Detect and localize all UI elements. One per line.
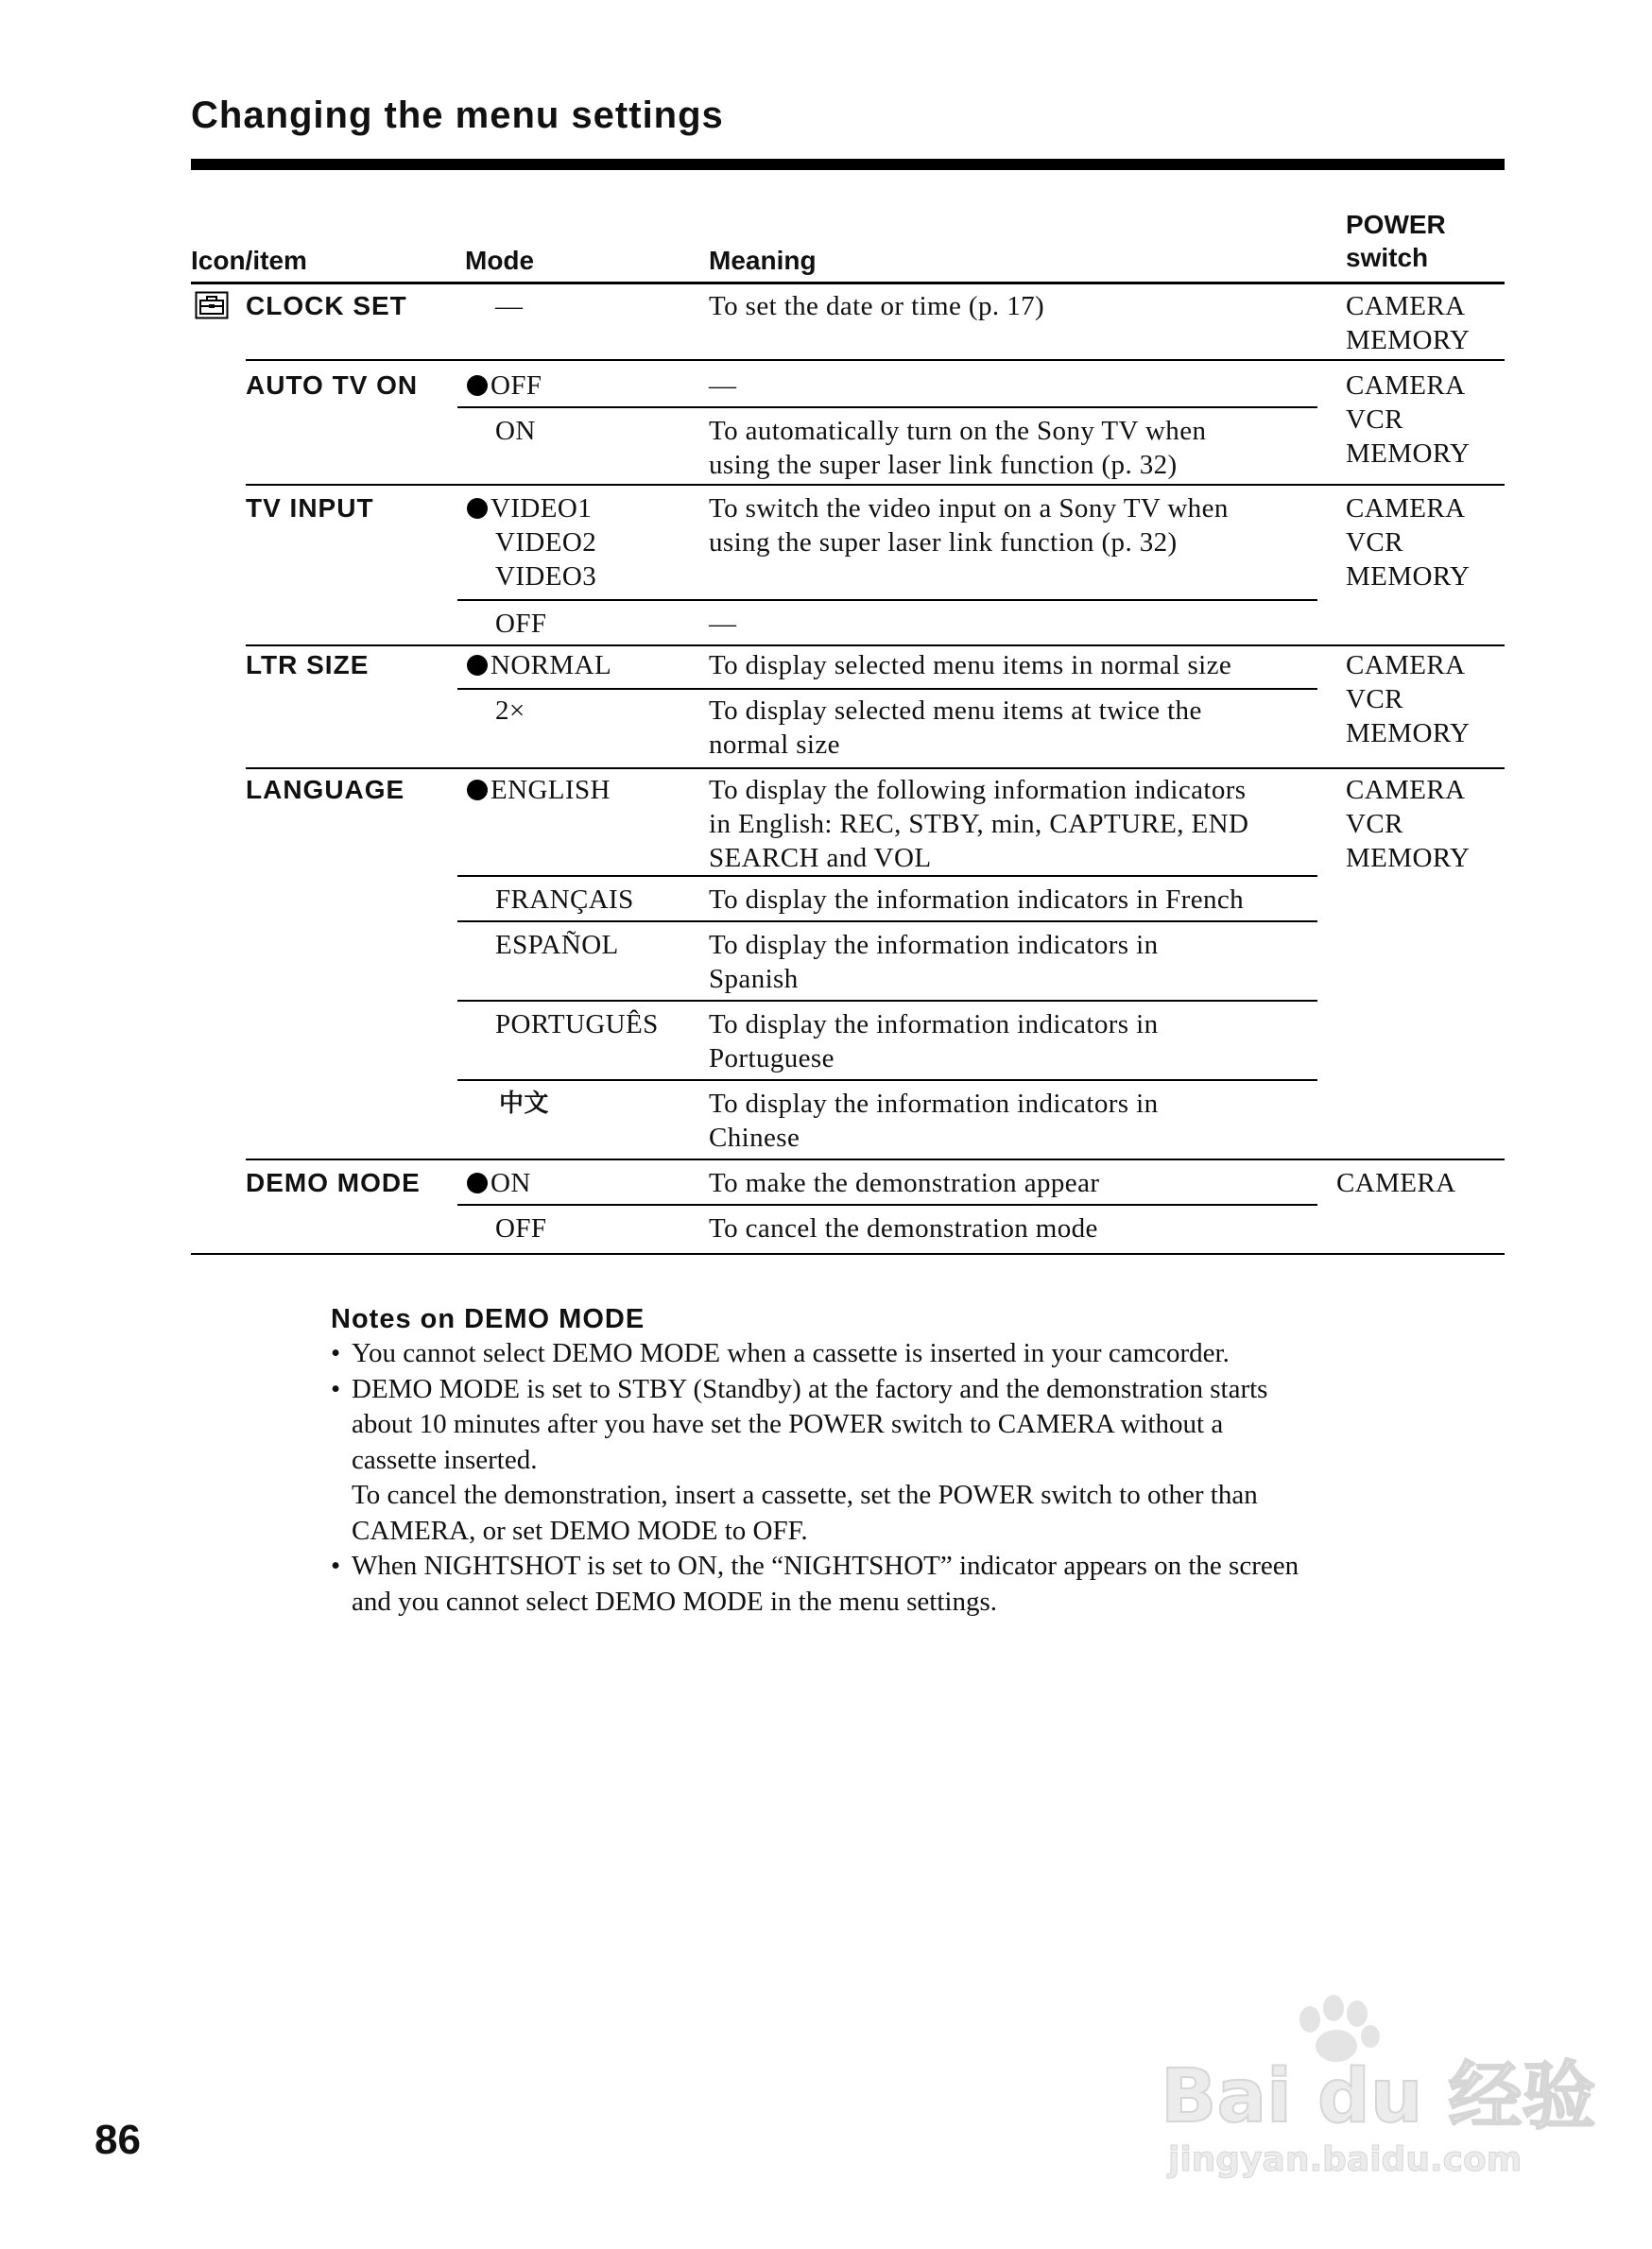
header-power-line1: POWER <box>1346 210 1446 239</box>
power-value: MEMORY <box>1346 718 1471 748</box>
row-rule <box>457 920 1317 922</box>
page-title: Changing the menu settings <box>191 94 724 136</box>
watermark-brand: Bai du 经验 <box>1161 2054 1596 2139</box>
clock-set-power <box>1346 289 1470 357</box>
language-power <box>1346 773 1470 875</box>
language-mode-francais: FRANÇAIS <box>495 884 634 915</box>
row-rule <box>457 1204 1317 1206</box>
default-bullet-icon <box>467 655 488 676</box>
power-value: VCR <box>1346 404 1403 435</box>
power-value: CAMERA <box>1346 775 1466 805</box>
auto-tv-on-meaning-on: To automatically turn on the Sony TV when using the super laser link function (p. 32) <box>709 416 1207 480</box>
row-rule <box>246 484 1505 486</box>
power-value: VCR <box>1346 684 1403 714</box>
item-auto-tv-on: AUTO TV ON <box>246 370 419 400</box>
clock-set-meaning: To set the date or time (p. 17) <box>709 291 1045 321</box>
auto-tv-on-meaning-off: — <box>709 370 737 401</box>
header-meaning: Meaning <box>709 246 817 275</box>
item-language: LANGUAGE <box>246 775 405 804</box>
paw-icon <box>1299 1995 1380 2062</box>
language-meaning-portugues: To display the information indicators in Portuguese <box>709 1009 1159 1073</box>
tv-input-power <box>1346 491 1470 593</box>
language-meaning-francais: To display the information indicators in French <box>709 884 1245 915</box>
ltr-size-meaning-2x: To display selected menu items at twice the normal size <box>709 695 1202 760</box>
bullet: • <box>331 1373 341 1404</box>
row-rule <box>457 599 1317 601</box>
row-rule <box>246 1159 1505 1160</box>
power-value: MEMORY <box>1346 325 1471 355</box>
ltr-size-mode-2x: 2× <box>495 695 525 726</box>
demo-mode-mode-on: ON <box>467 1166 531 1200</box>
ltr-size-meaning-normal: To display selected menu items in normal size <box>709 650 1232 680</box>
row-rule <box>457 406 1317 408</box>
item-tv-input: TV INPUT <box>246 493 374 523</box>
toolbox-icon <box>195 291 229 319</box>
default-bullet-icon <box>467 780 488 800</box>
header-icon-item: Icon/item <box>191 246 307 275</box>
watermark-url: jingyan.baidu.com <box>1168 2140 1523 2179</box>
row-rule <box>246 359 1505 361</box>
notes-section <box>331 1302 1512 1620</box>
power-value: CAMERA <box>1346 370 1466 401</box>
header-mode: Mode <box>465 246 535 275</box>
title-rule <box>191 159 1505 170</box>
default-bullet-icon <box>467 1173 488 1193</box>
power-value: CAMERA <box>1346 493 1466 524</box>
page-number: 86 <box>95 2117 141 2163</box>
row-rule <box>246 644 1505 646</box>
header-power-line2: switch <box>1346 243 1429 272</box>
bullet: • <box>331 1551 341 1581</box>
language-meaning-english: To display the following information indicators in English: REC, STBY, min, CAPTURE, END SEARCH and VOL <box>709 775 1249 873</box>
note-item: • When NIGHTSHOT is set to ON, the “NIGHTSHOT” indicator appears on the screen and you cannot select DEMO MODE in the menu settings. <box>331 1551 1299 1617</box>
power-value: VCR <box>1346 527 1403 558</box>
baidu-watermark <box>1151 1970 1596 2188</box>
demo-mode-meaning-on: To make the demonstration appear <box>709 1168 1100 1198</box>
power-value: CAMERA <box>1346 291 1466 321</box>
item-ltr-size: LTR SIZE <box>246 650 370 679</box>
demo-mode-mode-off: OFF <box>495 1213 547 1244</box>
item-clock-set: CLOCK SET <box>246 291 407 320</box>
demo-mode-meaning-off: To cancel the demonstration mode <box>709 1213 1098 1244</box>
row-rule <box>246 767 1505 769</box>
tv-input-meaning-video: To switch the video input on a Sony TV when using the super laser link function (p. 32) <box>709 493 1229 558</box>
auto-tv-on-mode-on: ON <box>495 416 536 446</box>
row-rule <box>457 1079 1317 1081</box>
header-rule <box>191 282 1505 284</box>
power-value: CAMERA <box>1336 1168 1456 1198</box>
row-rule <box>457 688 1317 690</box>
power-value: MEMORY <box>1346 561 1471 592</box>
default-bullet-icon <box>467 498 488 519</box>
power-value: VCR <box>1346 809 1403 839</box>
language-mode-portugues: PORTUGUÊS <box>495 1009 659 1039</box>
demo-mode-power <box>1336 1166 1455 1200</box>
default-bullet-icon <box>467 375 488 396</box>
item-demo-mode: DEMO MODE <box>246 1168 421 1197</box>
notes-title: Notes on DEMO MODE <box>331 1304 645 1334</box>
auto-tv-on-mode-off: OFF <box>467 369 542 403</box>
power-value: MEMORY <box>1346 843 1471 873</box>
auto-tv-on-power <box>1346 369 1470 471</box>
power-value: CAMERA <box>1346 650 1466 680</box>
language-meaning-espanol: To display the information indicators in Spanish <box>709 930 1159 994</box>
tv-input-mode-off: OFF <box>495 609 547 639</box>
ltr-size-mode-normal: NORMAL <box>467 648 611 682</box>
row-rule <box>457 875 1317 877</box>
note-item: • DEMO MODE is set to STBY (Standby) at the factory and the demonstration starts about 10 minutes after you have set the POWER switch to CAMERA without a cassette inserted. To cancel the demonstration, insert a cassette, set the POWER switch to other than CAMERA, or set DEMO MODE to OFF. <box>331 1373 1268 1546</box>
language-mode-english: ENGLISH <box>467 773 611 807</box>
power-value: MEMORY <box>1346 438 1471 469</box>
clock-set-mode: — <box>495 291 524 321</box>
row-rule <box>457 1000 1317 1002</box>
note-item: • You cannot select DEMO MODE when a cassette is inserted in your camcorder. <box>331 1336 1512 1372</box>
language-mode-espanol: ESPAÑOL <box>495 930 619 960</box>
ltr-size-power <box>1346 648 1470 750</box>
language-meaning-chinese: To display the information indicators in Chinese <box>709 1089 1159 1153</box>
language-mode-chinese: 中文 <box>499 1090 549 1118</box>
bullet: • <box>331 1338 341 1368</box>
tv-input-mode-video: VIDEO1 VIDEO2 VIDEO3 <box>467 491 596 593</box>
tv-input-meaning-off: — <box>709 609 737 639</box>
header-power <box>1346 208 1446 274</box>
table-bottom-rule <box>191 1253 1505 1255</box>
